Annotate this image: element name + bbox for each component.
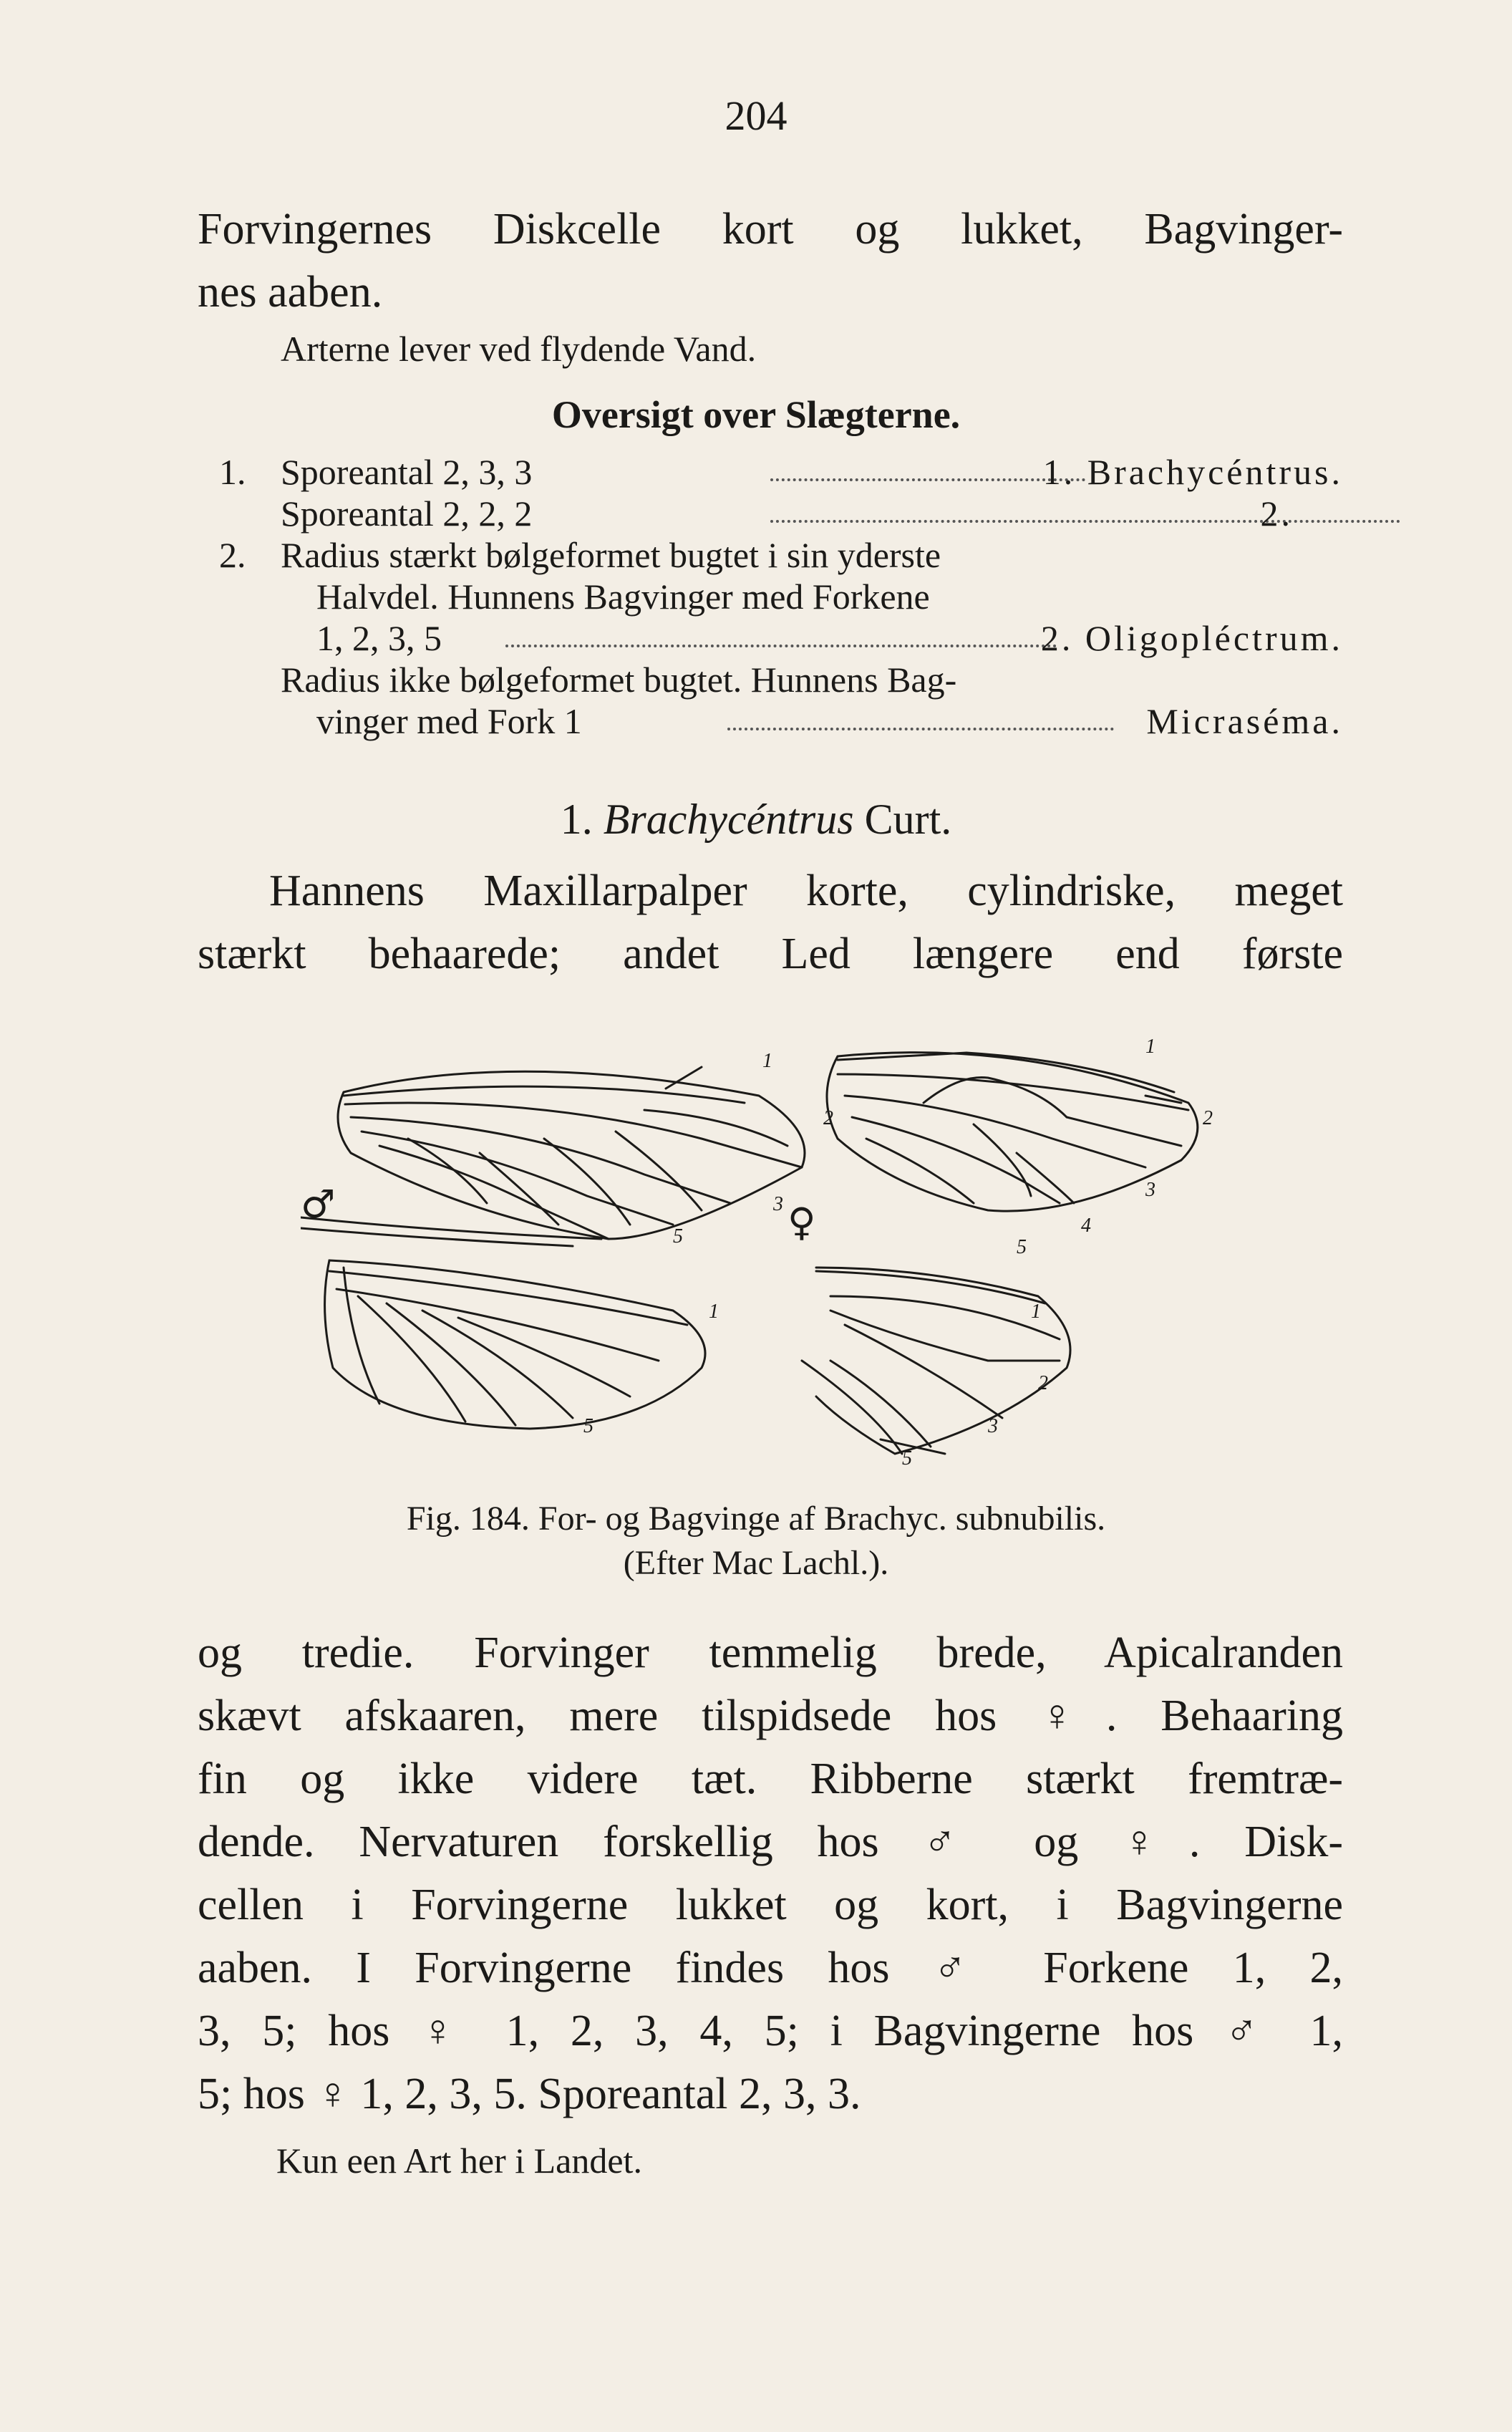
key-text: Halvdel. Hunnens Bagvinger med Forkene — [316, 576, 930, 617]
description-paragraph — [198, 1621, 1343, 2125]
fork-label: 1 — [709, 1301, 719, 1323]
genus-heading — [0, 795, 1512, 844]
intro-paragraph — [198, 198, 1343, 324]
description-line: og tredie. Forvinger temmelig brede, Apicalranden — [198, 1628, 1343, 1677]
fork-label: 1 — [762, 1050, 772, 1072]
fork-label: 5 — [583, 1415, 593, 1437]
description-line: Hannens Maxillarpalper korte, cylindriske, meget — [269, 867, 1343, 915]
key-number: 1. — [219, 452, 246, 492]
key-result: 2. — [1260, 493, 1293, 534]
key-row — [198, 534, 1343, 576]
leader-dots — [770, 520, 1400, 523]
key-result: 2. Oligopléctrum. — [1040, 618, 1343, 658]
key-row — [198, 493, 1343, 534]
genus-number: 1. — [560, 796, 593, 843]
key-heading: Oversigt over Slægterne. — [551, 393, 961, 436]
page-number: 204 — [724, 92, 788, 139]
fork-label: 3 — [1145, 1179, 1155, 1201]
fork-label: 1 — [1031, 1301, 1041, 1323]
genus-author: Curt. — [864, 796, 952, 843]
figure-caption — [0, 1497, 1512, 1586]
fork-label: 3 — [773, 1193, 783, 1215]
closing-note: Kun een Art her i Landet. — [276, 2141, 642, 2181]
fork-label: 5 — [1017, 1236, 1027, 1258]
key-result: 1. Brachycéntrus. — [1042, 452, 1343, 492]
intro-line: nes aaben. — [198, 268, 383, 317]
fork-label: 5 — [902, 1447, 912, 1470]
female-symbol: ♀ — [788, 1200, 816, 1245]
intro-line: Forvingernes Diskcelle kort og lukket, Bagvinger- — [198, 205, 1343, 254]
leader-dots — [727, 728, 1114, 730]
male-forewing — [301, 1067, 805, 1246]
key-text: vinger med Fork 1 — [316, 701, 582, 741]
key-text: Radius ikke bølgeformet bugtet. Hunnens Bag- — [281, 660, 957, 700]
fork-label: 4 — [1081, 1215, 1091, 1237]
description-line: fin og ikke videre tæt. Ribberne stærkt fremtræ- — [198, 1755, 1343, 1803]
key-text: Sporeantal 2, 2, 2 — [281, 493, 533, 534]
leader-dots — [770, 478, 1085, 481]
key-text: 1, 2, 3, 5 — [316, 618, 442, 658]
male-symbol: ♂ — [301, 1182, 336, 1227]
genus-name: Brachycéntrus — [603, 796, 854, 843]
key-row — [198, 617, 1343, 659]
fork-label: 2 — [1203, 1107, 1213, 1129]
fork-label: 5 — [673, 1225, 683, 1248]
wing-figure — [301, 1024, 1246, 1475]
caption-line: Fig. 184. For- og Bagvinge af Brachyc. subnubilis. — [406, 1500, 1106, 1538]
description-line: stærkt behaarede; andet Led længere end første — [198, 930, 1343, 978]
fork-label: 2 — [823, 1107, 833, 1129]
description-line: aaben. I Forvingerne findes hos ♂ Forkene 1, 2, — [198, 1944, 1343, 1992]
caption-line: (Efter Mac Lachl.). — [623, 1544, 889, 1582]
male-hindwing — [325, 1260, 705, 1429]
key-text: Sporeantal 2, 3, 3 — [281, 452, 533, 492]
key-row — [198, 700, 1343, 742]
description-line: 3, 5; hos ♀ 1, 2, 3, 4, 5; i Bagvingerne hos ♂ 1, — [198, 2007, 1343, 2055]
description-line: 5; hos ♀ 1, 2, 3, 5. Sporeantal 2, 3, 3. — [198, 2070, 861, 2118]
key-number: 2. — [219, 535, 246, 575]
fork-label: 1 — [1145, 1036, 1155, 1058]
fork-label: 2 — [1038, 1372, 1048, 1394]
description-paragraph — [198, 859, 1343, 985]
key-text: Radius stærkt bølgeformet bugtet i sin yderste — [281, 535, 941, 575]
key-result: Micraséma. — [1146, 701, 1343, 741]
female-hindwing — [802, 1268, 1070, 1454]
key-row — [198, 659, 1343, 700]
leader-dots — [505, 645, 1057, 647]
fork-label: 3 — [988, 1415, 998, 1437]
key-row — [198, 576, 1343, 617]
female-forewing — [827, 1053, 1198, 1212]
key-row — [198, 451, 1343, 493]
description-line: skævt afskaaren, mere tilspidsede hos ♀. Behaaring — [198, 1692, 1343, 1740]
habitat-note: Arterne lever ved flydende Vand. — [281, 329, 757, 369]
description-line: dende. Nervaturen forskellig hos ♂ og ♀. Disk- — [198, 1818, 1343, 1866]
genus-key — [198, 451, 1343, 742]
description-line: cellen i Forvingerne lukket og kort, i Bagvingerne — [198, 1881, 1343, 1929]
